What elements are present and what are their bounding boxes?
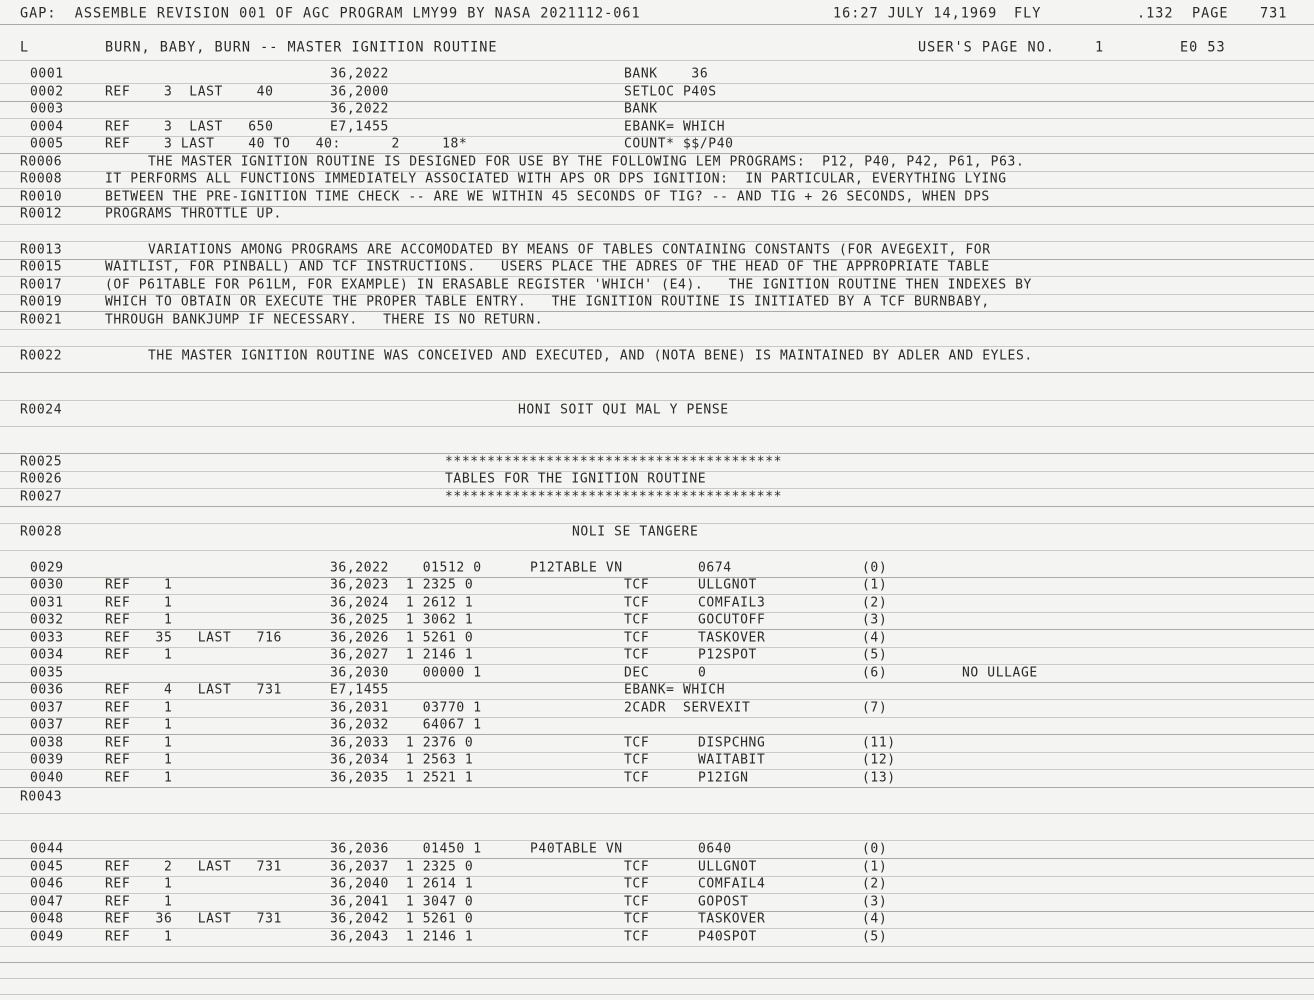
- listing-field: REF 1: [105, 894, 173, 910]
- listing-field: NOLI SE TANGERE: [572, 524, 699, 540]
- ruling-line: [0, 946, 1314, 947]
- ruling-line: [0, 372, 1314, 373]
- listing-field: 36,2022 01512 0: [330, 560, 482, 576]
- ruling-line: [0, 717, 1314, 718]
- ruling-line: [0, 24, 1314, 25]
- log-marker: L: [20, 39, 30, 56]
- listing-field: REF 1: [105, 735, 173, 751]
- listing-field: 36,2034 1 2563 1: [330, 752, 474, 768]
- ruling-line: [0, 647, 1314, 648]
- listing-field: REF 1: [105, 717, 173, 733]
- ruling-line: [0, 752, 1314, 753]
- mode: FLY: [1014, 5, 1042, 22]
- listing-field: EBANK= WHICH: [624, 682, 726, 698]
- ruling-line: [0, 893, 1314, 894]
- listing-field: TCF: [624, 630, 650, 646]
- listing-field: 36,2022: [330, 101, 389, 117]
- listing-field: REF 3 LAST 650: [105, 119, 274, 135]
- listing-field: REF 1: [105, 700, 173, 716]
- listing-field: THE MASTER IGNITION ROUTINE WAS CONCEIVED AND EXECUTED, AND (NOTA BENE) IS MAINTAINED BY ADLER AND EYLES.: [148, 348, 1033, 364]
- line-number: 0036: [30, 682, 64, 698]
- line-number: 0034: [30, 647, 64, 663]
- line-number: 0003: [30, 101, 64, 117]
- line-number: 0047: [30, 894, 64, 910]
- line-number: R0024: [20, 402, 63, 418]
- listing-field: TASKOVER: [698, 630, 766, 646]
- line-number: R0028: [20, 524, 63, 540]
- line-number: R0010: [20, 189, 63, 205]
- ruling-line: [0, 594, 1314, 595]
- listing-field: 36,2042 1 5261 0: [330, 911, 474, 927]
- ruling-line: [0, 550, 1314, 551]
- listing-field: REF 1: [105, 752, 173, 768]
- line-number: R0022: [20, 348, 63, 364]
- ruling-line: [0, 876, 1314, 877]
- listing-field: REF 1: [105, 770, 173, 786]
- listing-field: 36,2024 1 2612 1: [330, 595, 474, 611]
- line-number: 0037: [30, 717, 64, 733]
- listing-field: (11): [862, 735, 896, 751]
- line-number: 0048: [30, 911, 64, 927]
- listing-field: REF 1: [105, 595, 173, 611]
- line-number: R0021: [20, 312, 63, 328]
- listing-field: BANK: [624, 101, 658, 117]
- listing-field: COMFAIL3: [698, 595, 766, 611]
- listing-field: COUNT* $$/P40: [624, 136, 734, 152]
- listing-field: (4): [862, 630, 888, 646]
- listing-field: (2): [862, 876, 888, 892]
- listing-field: WAITLIST, FOR PINBALL) AND TCF INSTRUCTIONS. USERS PLACE THE ADRES OF THE HEAD OF THE APPROPRIATE TABLE: [105, 259, 990, 275]
- listing-field: 36,2036 01450 1: [330, 841, 482, 857]
- listing-field: (7): [862, 700, 888, 716]
- listing-field: REF 1: [105, 577, 173, 593]
- listing-field: TCF: [624, 752, 650, 768]
- listing-field: 36,2022: [330, 66, 389, 82]
- run-number: .132: [1137, 5, 1174, 22]
- listing-field: 0: [698, 665, 707, 681]
- listing-field: REF 1: [105, 612, 173, 628]
- listing-field: TCF: [624, 735, 650, 751]
- listing-field: TABLES FOR THE IGNITION ROUTINE: [445, 471, 707, 487]
- page-number: 731: [1260, 5, 1288, 22]
- ruling-line: [0, 787, 1314, 788]
- line-number: 0035: [30, 665, 64, 681]
- users-page-number: 1: [1095, 39, 1105, 56]
- line-number: 0038: [30, 735, 64, 751]
- ruling-line: [0, 612, 1314, 613]
- listing-field: THE MASTER IGNITION ROUTINE IS DESIGNED FOR USE BY THE FOLLOWING LEM PROGRAMS: P12, P40, P42, P61, P63.: [148, 154, 1025, 170]
- listing-field: 36,2041 1 3047 0: [330, 894, 474, 910]
- line-number: R0025: [20, 454, 63, 470]
- listing-field: 36,2035 1 2521 1: [330, 770, 474, 786]
- listing-field: (4): [862, 911, 888, 927]
- listing-field: (12): [862, 752, 896, 768]
- ruling-line: [0, 577, 1314, 578]
- listing-field: WHICH TO OBTAIN OR EXECUTE THE PROPER TABLE ENTRY. THE IGNITION ROUTINE IS INITIATED BY A TCF BURNBABY,: [105, 294, 990, 310]
- listing-field: ****************************************: [445, 489, 783, 505]
- listing-field: TCF: [624, 647, 650, 663]
- listing-field: TCF: [624, 770, 650, 786]
- listing-field: (0): [862, 560, 888, 576]
- listing-field: NO ULLAGE: [962, 665, 1038, 681]
- line-number: 0001: [30, 66, 64, 82]
- line-number: R0015: [20, 259, 63, 275]
- line-number: 0045: [30, 859, 64, 875]
- line-number: 0044: [30, 841, 64, 857]
- listing-field: (13): [862, 770, 896, 786]
- listing-field: 0640: [698, 841, 732, 857]
- listing-field: (2): [862, 595, 888, 611]
- listing-field: COMFAIL4: [698, 876, 766, 892]
- ruling-line: [0, 346, 1314, 347]
- listing-field: REF 3 LAST 40 TO 40: 2 18*: [105, 136, 468, 152]
- listing-field: P12TABLE VN: [530, 560, 623, 576]
- ruling-line: [0, 928, 1314, 929]
- listing-field: WAITABIT: [698, 752, 766, 768]
- line-number: 0032: [30, 612, 64, 628]
- listing-field: (1): [862, 577, 888, 593]
- listing-field: GOPOST: [698, 894, 749, 910]
- listing-field: TCF: [624, 595, 650, 611]
- line-number: 0004: [30, 119, 64, 135]
- listing-field: 36,2031 03770 1: [330, 700, 482, 716]
- line-number: R0008: [20, 171, 63, 187]
- listing-field: ****************************************: [445, 454, 783, 470]
- eo-code: E0 53: [1180, 39, 1226, 56]
- line-number: 0030: [30, 577, 64, 593]
- ruling-line: [0, 664, 1314, 665]
- ruling-line: [0, 60, 1314, 61]
- timestamp: 16:27 JULY 14,1969: [833, 5, 998, 22]
- listing-field: 36,2025 1 3062 1: [330, 612, 474, 628]
- line-number: R0019: [20, 294, 63, 310]
- listing-field: (5): [862, 929, 888, 945]
- ruling-line: [0, 840, 1314, 841]
- listing-field: (0): [862, 841, 888, 857]
- listing-field: 2CADR SERVEXIT: [624, 700, 751, 716]
- listing-field: DISPCHNG: [698, 735, 766, 751]
- ruling-line: [0, 962, 1314, 963]
- listing-field: P12IGN: [698, 770, 749, 786]
- listing-field: E7,1455: [330, 682, 389, 698]
- listing-field: (3): [862, 894, 888, 910]
- listing-field: (1): [862, 859, 888, 875]
- line-number: 0031: [30, 595, 64, 611]
- line-number: R0013: [20, 242, 63, 258]
- listing-field: P12SPOT: [698, 647, 757, 663]
- listing-field: (6): [862, 665, 888, 681]
- listing-field: 0674: [698, 560, 732, 576]
- listing-field: ULLGNOT: [698, 859, 757, 875]
- listing-field: IT PERFORMS ALL FUNCTIONS IMMEDIATELY ASSOCIATED WITH APS OR DPS IGNITION: IN PARTICULAR, EVERYTHING LYING: [105, 171, 1007, 187]
- ruling-line: [0, 224, 1314, 225]
- ruling-line: [0, 400, 1314, 401]
- listing-field: 36,2026 1 5261 0: [330, 630, 474, 646]
- listing-field: PROGRAMS THROTTLE UP.: [105, 206, 282, 222]
- line-number: 0046: [30, 876, 64, 892]
- line-number: 0049: [30, 929, 64, 945]
- listing-field: TCF: [624, 612, 650, 628]
- line-number: R0043: [20, 789, 63, 805]
- listing-field: DEC: [624, 665, 650, 681]
- listing-field: TCF: [624, 894, 650, 910]
- listing-field: 36,2000: [330, 84, 389, 100]
- listing-field: P40TABLE VN: [530, 841, 623, 857]
- line-number: 0037: [30, 700, 64, 716]
- listing-field: REF 2 LAST 731: [105, 859, 282, 875]
- listing-field: TCF: [624, 859, 650, 875]
- listing-field: 36,2033 1 2376 0: [330, 735, 474, 751]
- log-section-title: BURN, BABY, BURN -- MASTER IGNITION ROUTINE: [105, 39, 498, 56]
- ruling-line: [0, 978, 1314, 979]
- listing-field: 36,2030 00000 1: [330, 665, 482, 681]
- listing-field: THROUGH BANKJUMP IF NECESSARY. THERE IS NO RETURN.: [105, 312, 544, 328]
- ruling-line: [0, 994, 1314, 995]
- ruling-line: [0, 813, 1314, 814]
- listing-field: 36,2032 64067 1: [330, 717, 482, 733]
- ruling-line: [0, 769, 1314, 770]
- line-number: 0005: [30, 136, 64, 152]
- listing-field: TCF: [624, 929, 650, 945]
- listing-field: TCF: [624, 876, 650, 892]
- listing-field: ULLGNOT: [698, 577, 757, 593]
- listing-field: BANK 36: [624, 66, 709, 82]
- line-number: R0026: [20, 471, 63, 487]
- assembly-title: GAP: ASSEMBLE REVISION 001 OF AGC PROGRAM LMY99 BY NASA 2021112-061: [20, 5, 641, 22]
- listing-field: REF 36 LAST 731: [105, 911, 282, 927]
- line-number: R0027: [20, 489, 63, 505]
- listing-field: REF 1: [105, 876, 173, 892]
- line-number: R0017: [20, 277, 63, 293]
- listing-field: VARIATIONS AMONG PROGRAMS ARE ACCOMODATED BY MEANS OF TABLES CONTAINING CONSTANTS (FOR AVEGEXIT, FOR: [148, 242, 991, 258]
- listing-field: EBANK= WHICH: [624, 119, 726, 135]
- users-page-label: USER'S PAGE NO.: [918, 39, 1055, 56]
- line-number: 0039: [30, 752, 64, 768]
- listing-field: E7,1455: [330, 119, 389, 135]
- listing-field: 36,2027 1 2146 1: [330, 647, 474, 663]
- ruling-line: [0, 506, 1314, 507]
- listing-field: TCF: [624, 911, 650, 927]
- listing-field: (5): [862, 647, 888, 663]
- listing-field: SETLOC P40S: [624, 84, 717, 100]
- listing-field: HONI SOIT QUI MAL Y PENSE: [518, 402, 729, 418]
- listing-field: (3): [862, 612, 888, 628]
- listing-field: REF 1: [105, 929, 173, 945]
- listing-field: REF 4 LAST 731: [105, 682, 282, 698]
- listing-field: GOCUTOFF: [698, 612, 766, 628]
- ruling-line: [0, 734, 1314, 735]
- listing-field: 36,2043 1 2146 1: [330, 929, 474, 945]
- ruling-line: [0, 426, 1314, 427]
- listing-field: REF 35 LAST 716: [105, 630, 282, 646]
- listing-field: (OF P61TABLE FOR P61LM, FOR EXAMPLE) IN ERASABLE REGISTER 'WHICH' (E4). THE IGNITION ROUTINE THEN INDEXES BY: [105, 277, 1032, 293]
- page-label: PAGE: [1192, 5, 1229, 22]
- listing-field: TCF: [624, 577, 650, 593]
- line-number: 0002: [30, 84, 64, 100]
- line-number: R0012: [20, 206, 63, 222]
- listing-field: TASKOVER: [698, 911, 766, 927]
- listing-field: REF 3 LAST 40: [105, 84, 274, 100]
- listing-field: 36,2023 1 2325 0: [330, 577, 474, 593]
- line-number: R0006: [20, 154, 63, 170]
- listing-field: 36,2037 1 2325 0: [330, 859, 474, 875]
- line-number: 0029: [30, 560, 64, 576]
- listing-field: 36,2040 1 2614 1: [330, 876, 474, 892]
- ruling-line: [0, 329, 1314, 330]
- line-number: 0033: [30, 630, 64, 646]
- listing-field: BETWEEN THE PRE-IGNITION TIME CHECK -- ARE WE WITHIN 45 SECONDS OF TIG? -- AND TIG + 26 SECONDS, WHEN DPS: [105, 189, 990, 205]
- listing-field: P40SPOT: [698, 929, 757, 945]
- listing-field: REF 1: [105, 647, 173, 663]
- line-number: 0040: [30, 770, 64, 786]
